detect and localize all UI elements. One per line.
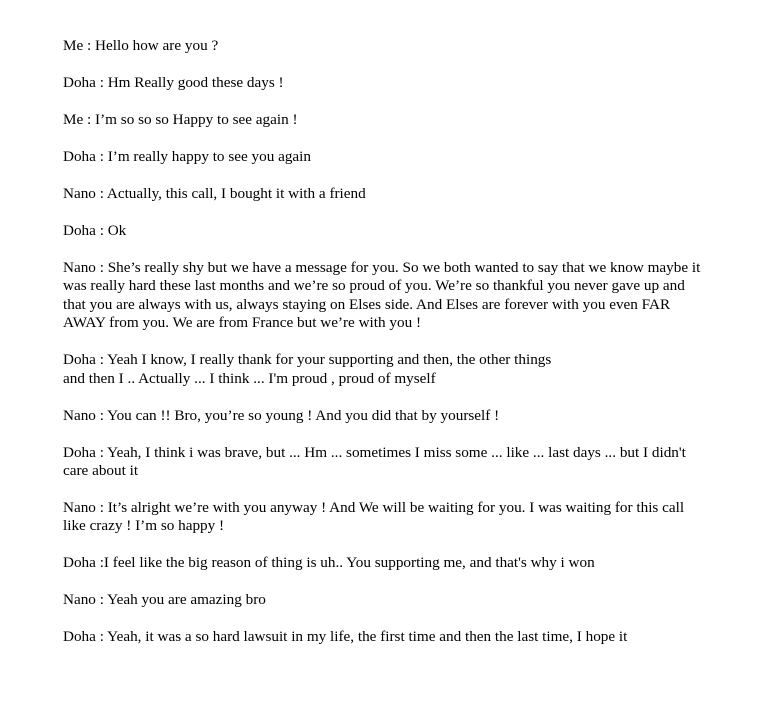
transcript-line-part: and then I .. Actually ... I think ... I'm proud , proud of myself	[63, 369, 436, 387]
document-page	[63, 37, 703, 665]
transcript-line: Nano : Actually, this call, I bought it with a friend	[63, 185, 366, 202]
transcript-line: Doha : I’m really happy to see you again	[63, 148, 311, 165]
transcript-line-multi	[63, 351, 703, 388]
transcript-line: Me : I’m so so so Happy to see again !	[63, 111, 298, 128]
transcript-line: Doha : Yeah, I think i was brave, but ... Hm ... sometimes I miss some ... like ... last days ... but I didn't care about it	[63, 443, 686, 480]
transcript-line: Nano : You can !! Bro, you’re so young ! And you did that by yourself !	[63, 406, 500, 424]
transcript-line: Doha : Hm Really good these days !	[63, 74, 284, 91]
transcript-line: Nano : Yeah you are amazing bro	[63, 591, 266, 609]
transcript-line: Me : Hello how are you ?	[63, 37, 219, 54]
transcript-line: Nano : It’s alright we’re with you anyway ! And We will be waiting for you. I was waiting for this call like crazy ! I’m so happy !	[63, 499, 685, 535]
transcript-line: Nano : She’s really shy but we have a message for you. So we both wanted to say that we know maybe it was really hard these last months and we’re so proud of you. We’re so thankful you never gave up and that you are always with us, always staying on Elses side. And Elses are forever with you even FAR AWAY from you. We are from France but we’re with you !	[63, 259, 701, 332]
transcript-line: Doha :I feel like the big reason of thing is uh.. You supporting me, and that's why i won	[63, 554, 595, 572]
transcript-line: Doha : Yeah, it was a so hard lawsuit in my life, the first time and then the last time, I hope it	[63, 628, 628, 646]
transcript-line: Doha : Ok	[63, 222, 127, 239]
transcript-line-part: Doha : Yeah I know, I really thank for your supporting and then, the other things	[63, 351, 552, 369]
